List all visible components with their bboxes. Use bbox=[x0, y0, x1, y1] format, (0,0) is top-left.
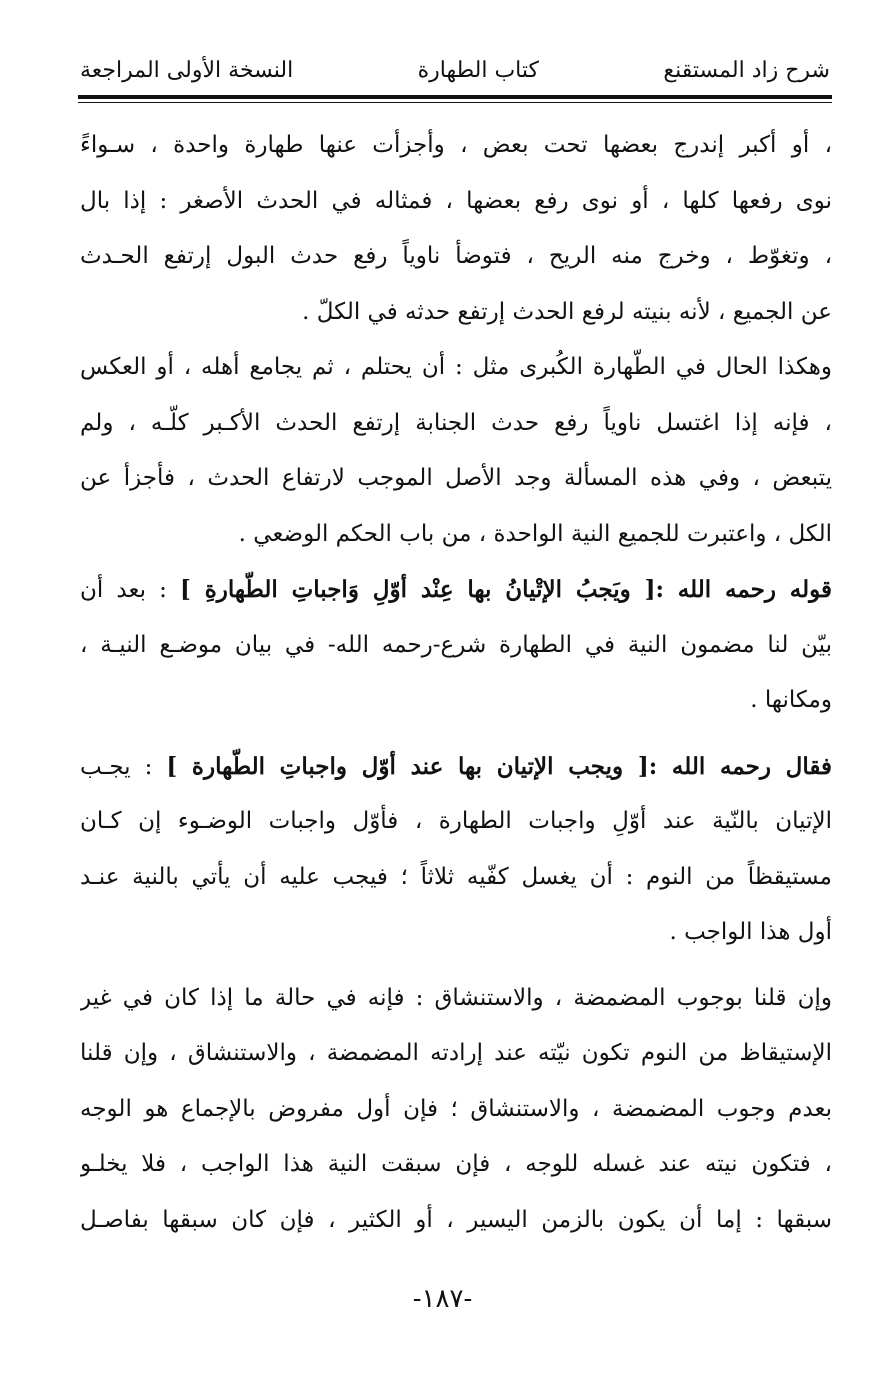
page-header bbox=[80, 50, 830, 90]
text-line: ، فإنه إذا اغتسل ناوياً رفع حدث الجنابة إرتفع الحدث الأكـبر كلّـه ، ولم bbox=[80, 409, 832, 436]
header-edition-note: النسخة الأولى المراجعة bbox=[80, 57, 294, 83]
text-line: سبقها : إما أن يكون بالزمن اليسير ، أو الكثير ، فإن كان سبقها بفاصـل bbox=[80, 1206, 832, 1233]
text-line: ، فتكون نيته عند غسله للوجه ، فإن سبقت النية هذا الواجب ، فلا يخلـو bbox=[80, 1151, 832, 1177]
paragraph bbox=[80, 118, 832, 340]
text-line: مستيقظاً من النوم : أن يغسل كفّيه ثلاثاً ؛ فيجب عليه أن يأتي بالنية عنـد bbox=[80, 863, 832, 890]
text-line: بعدم وجوب المضمضة ، والاستنشاق ؛ فإن أول مفروض بالإجماع هو الوجه bbox=[80, 1095, 832, 1122]
header-rule-thick bbox=[78, 95, 832, 99]
header-rule-thin bbox=[78, 102, 832, 103]
line-continuation: : يجـب bbox=[80, 753, 167, 780]
text-line bbox=[80, 739, 832, 795]
paragraph bbox=[80, 971, 832, 1249]
page-number: -١٨٧- bbox=[412, 1284, 473, 1314]
text-line: ، أو أكبر إندرج بعضها تحت بعض ، وأجزأت عنها طهارة واحدة ، سـواءً bbox=[80, 132, 832, 158]
text-line bbox=[80, 562, 832, 618]
header-book-title: شرح زاد المستقنع bbox=[663, 57, 830, 83]
text-line: وإن قلنا بوجوب المضمضة ، والاستنشاق : فإنه في حالة ما إذا كان في غير bbox=[80, 984, 832, 1011]
text-line: ، وتغوّط ، وخرج منه الريح ، فتوضأ ناوياً رفع حدث البول إرتفع الحـدث bbox=[80, 243, 832, 269]
text-line: يتبعض ، وفي هذه المسألة وجد الأصل الموجب لارتفاع الحدث ، فأجزأ عن bbox=[80, 465, 832, 491]
text-line: عن الجميع ، لأنه بنيته لرفع الحدث إرتفع حدثه في الكلّ . bbox=[302, 298, 832, 325]
text-line: بيّن لنا مضمون النية في الطهارة شرع-رحمه الله- في بيان موضـع النيـة ، bbox=[80, 631, 832, 658]
quoted-matn: قوله رحمه الله :[ ويَجبُ الإتْيانُ بها عِنْد أوّلِ وَاجباتِ الطّهارةِ ] bbox=[180, 576, 832, 603]
text-line: نوى رفعها كلها ، أو نوى رفع بعضها ، فمثاله في الحدث الأصغر : إذا بال bbox=[80, 187, 832, 214]
line-continuation: : بعد أن bbox=[80, 577, 181, 603]
quoted-matn: فقال رحمه الله :[ ويجب الإتيان بها عند أوّل واجباتِ الطّهارة ] bbox=[166, 752, 832, 780]
text-line: الإستيقاظ من النوم تكون نيّته عند إرادته المضمضة ، والاستنشاق ، وإن قلنا bbox=[80, 1040, 832, 1066]
text-line: أول هذا الواجب . bbox=[669, 919, 832, 945]
paragraph bbox=[80, 562, 832, 729]
text-line: ومكانها . bbox=[750, 687, 832, 713]
text-line: وهكذا الحال في الطّهارة الكُبرى مثل : أن يحتلم ، ثم يجامع أهله ، أو العكس bbox=[80, 354, 832, 380]
paragraph-gap bbox=[80, 729, 832, 739]
text-line: الكل ، واعتبرت للجميع النية الواحدة ، من باب الحكم الوضعي . bbox=[238, 520, 832, 547]
paragraph-gap bbox=[80, 961, 832, 971]
text-line: الإتيان بالنّية عند أوّلِ واجبات الطهارة ، فأوّل واجبات الوضـوء إن كـان bbox=[80, 808, 832, 834]
paragraph bbox=[80, 340, 832, 562]
body-text bbox=[80, 118, 832, 1248]
header-chapter-title: كتاب الطهارة bbox=[417, 57, 539, 83]
paragraph bbox=[80, 739, 832, 961]
